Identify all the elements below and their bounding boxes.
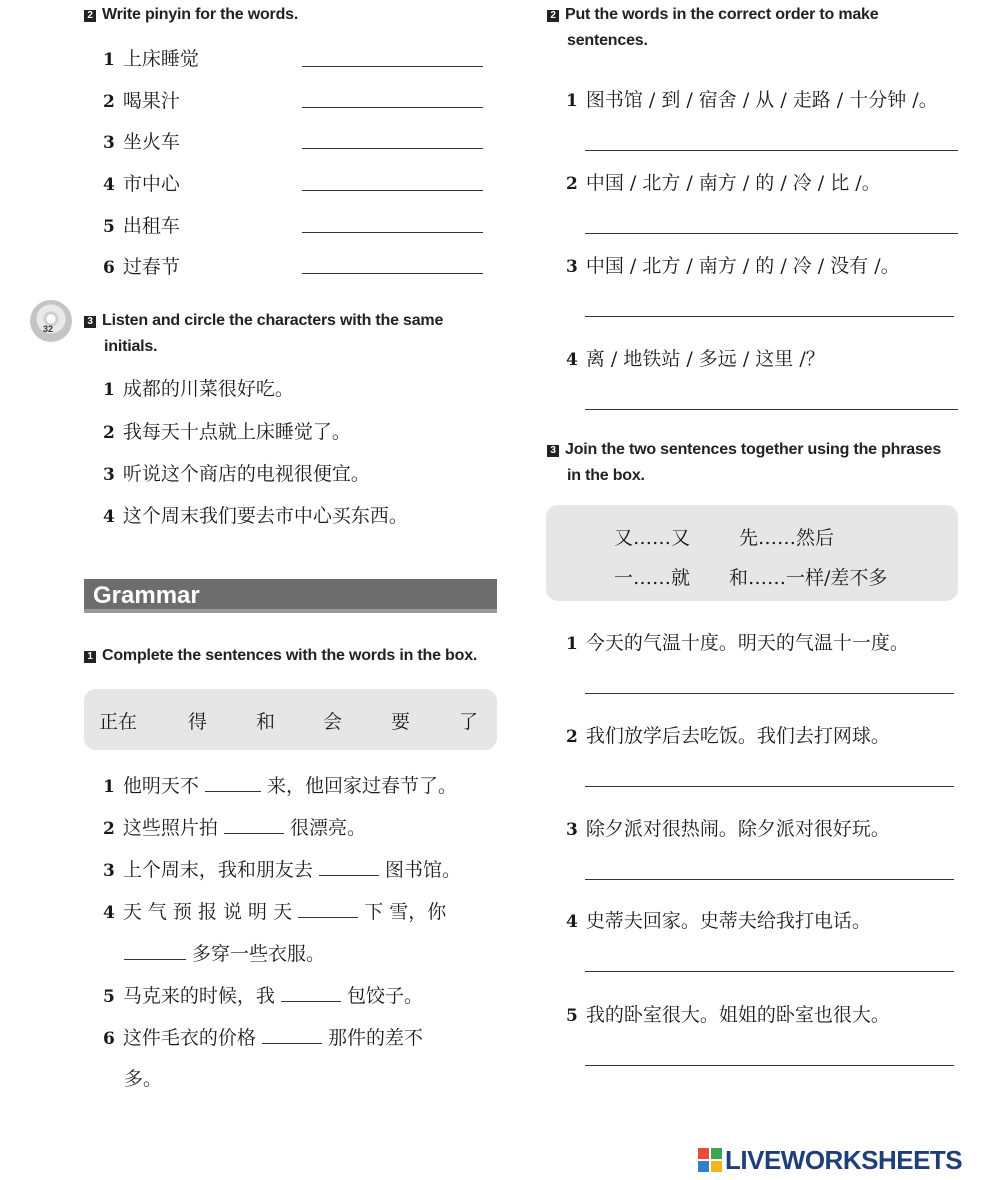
pinyin-answer-line-5[interactable] <box>302 232 483 233</box>
word-option: 和 <box>256 711 276 733</box>
order-item-3: 3 中国 / 北方 / 南方 / 的 / 冷 / 没有 /。 <box>566 255 900 277</box>
word-option: 要 <box>391 711 411 733</box>
pinyin-item-5: 5 出租车 <box>103 215 180 237</box>
pinyin-answer-line-1[interactable] <box>302 66 483 67</box>
order-answer-line-3[interactable] <box>585 316 954 317</box>
listen-item-1: 1 成都的川菜很好吃。 <box>103 378 294 400</box>
fill-item-1: 1 他明天不 来，他回家过春节了。 <box>103 775 457 797</box>
join-sentences-instruction: 3 Join the two sentences together using the phrases in the box. <box>547 437 941 489</box>
word-option: 正在 <box>99 711 138 733</box>
listen-instruction: 3 Listen and circle the characters with the same initials. <box>84 308 443 360</box>
fill-blank[interactable] <box>281 983 341 1002</box>
fill-blank[interactable] <box>319 857 379 876</box>
phrase-option: 先……然后 <box>739 527 835 549</box>
fill-blank[interactable] <box>124 941 186 960</box>
logo-squares-icon <box>698 1148 722 1172</box>
pinyin-answer-line-3[interactable] <box>302 148 483 149</box>
pinyin-item-1: 1 上床睡觉 <box>103 48 199 70</box>
fill-item-4: 4 天 气 预 报 说 明 天 下 雪，你 <box>103 901 447 923</box>
join-item-2: 2 我们放学后去吃饭。我们去打网球。 <box>566 725 890 747</box>
logo-text: LIVEWORKSHEETS <box>725 1145 963 1175</box>
fill-item-6-cont: 多。 <box>124 1068 163 1090</box>
grammar-heading: Grammar <box>84 579 497 613</box>
pinyin-item-3: 3 坐火车 <box>103 131 180 153</box>
join-item-4: 4 史蒂夫回家。史蒂夫给我打电话。 <box>566 910 871 932</box>
phrase-option: 和……一样/差不多 <box>729 567 888 589</box>
write-pinyin-instruction: 2 Write pinyin for the words. <box>84 2 298 28</box>
join-answer-line-5[interactable] <box>585 1065 954 1066</box>
pinyin-answer-line-6[interactable] <box>302 273 483 274</box>
phrase-box <box>546 505 958 601</box>
order-answer-line-1[interactable] <box>585 150 958 151</box>
fill-blank[interactable] <box>262 1025 322 1044</box>
pinyin-item-6: 6 过春节 <box>103 256 180 278</box>
phrase-option: 又……又 <box>614 527 691 549</box>
order-item-1: 1 图书馆 / 到 / 宿舍 / 从 / 走路 / 十分钟 /。 <box>566 89 938 111</box>
word-option: 了 <box>459 711 479 733</box>
listen-item-4: 4 这个周末我们要去市中心买东西。 <box>103 505 408 527</box>
join-item-5: 5 我的卧室很大。姐姐的卧室也很大。 <box>566 1004 890 1026</box>
join-answer-line-3[interactable] <box>585 879 954 880</box>
fill-item-5: 5 马克来的时候，我 包饺子。 <box>103 985 423 1007</box>
join-answer-line-4[interactable] <box>585 971 954 972</box>
phrase-option: 一……就 <box>614 567 691 589</box>
cd-audio-icon[interactable]: 32 <box>30 300 72 342</box>
join-answer-line-2[interactable] <box>585 786 954 787</box>
join-answer-line-1[interactable] <box>585 693 954 694</box>
liveworksheets-logo[interactable] <box>698 1140 962 1180</box>
pinyin-item-4: 4 市中心 <box>103 173 180 195</box>
listen-item-3: 3 听说这个商店的电视很便宜。 <box>103 463 370 485</box>
order-item-4: 4 离 / 地铁站 / 多远 / 这里 /？ <box>566 348 825 370</box>
word-option: 得 <box>188 711 208 733</box>
order-answer-line-4[interactable] <box>585 409 958 410</box>
complete-sentences-instruction: 1 Complete the sentences with the words in the box. <box>84 643 477 669</box>
pinyin-item-2: 2 喝果汁 <box>103 90 180 112</box>
word-order-instruction: 2 Put the words in the correct order to make sentences. <box>547 2 878 54</box>
join-item-1: 1 今天的气温十度。明天的气温十一度。 <box>566 632 909 654</box>
fill-blank[interactable] <box>205 773 261 792</box>
order-answer-line-2[interactable] <box>585 233 958 234</box>
fill-item-4-cont: 多穿一些衣服。 <box>124 941 325 966</box>
word-box <box>84 689 497 750</box>
pinyin-answer-line-2[interactable] <box>302 107 483 108</box>
fill-blank[interactable] <box>298 899 358 918</box>
listen-item-2: 2 我每天十点就上床睡觉了。 <box>103 421 351 443</box>
fill-item-2: 2 这些照片拍 很漂亮。 <box>103 817 366 839</box>
word-option: 会 <box>323 711 343 733</box>
fill-blank[interactable] <box>224 815 284 834</box>
pinyin-answer-line-4[interactable] <box>302 190 483 191</box>
join-item-3: 3 除夕派对很热闹。除夕派对很好玩。 <box>566 818 890 840</box>
fill-item-6: 6 这件毛衣的价格 那件的差不 <box>103 1027 423 1049</box>
fill-item-3: 3 上个周末，我和朋友去 图书馆。 <box>103 859 461 881</box>
order-item-2: 2 中国 / 北方 / 南方 / 的 / 冷 / 比 /。 <box>566 172 881 194</box>
